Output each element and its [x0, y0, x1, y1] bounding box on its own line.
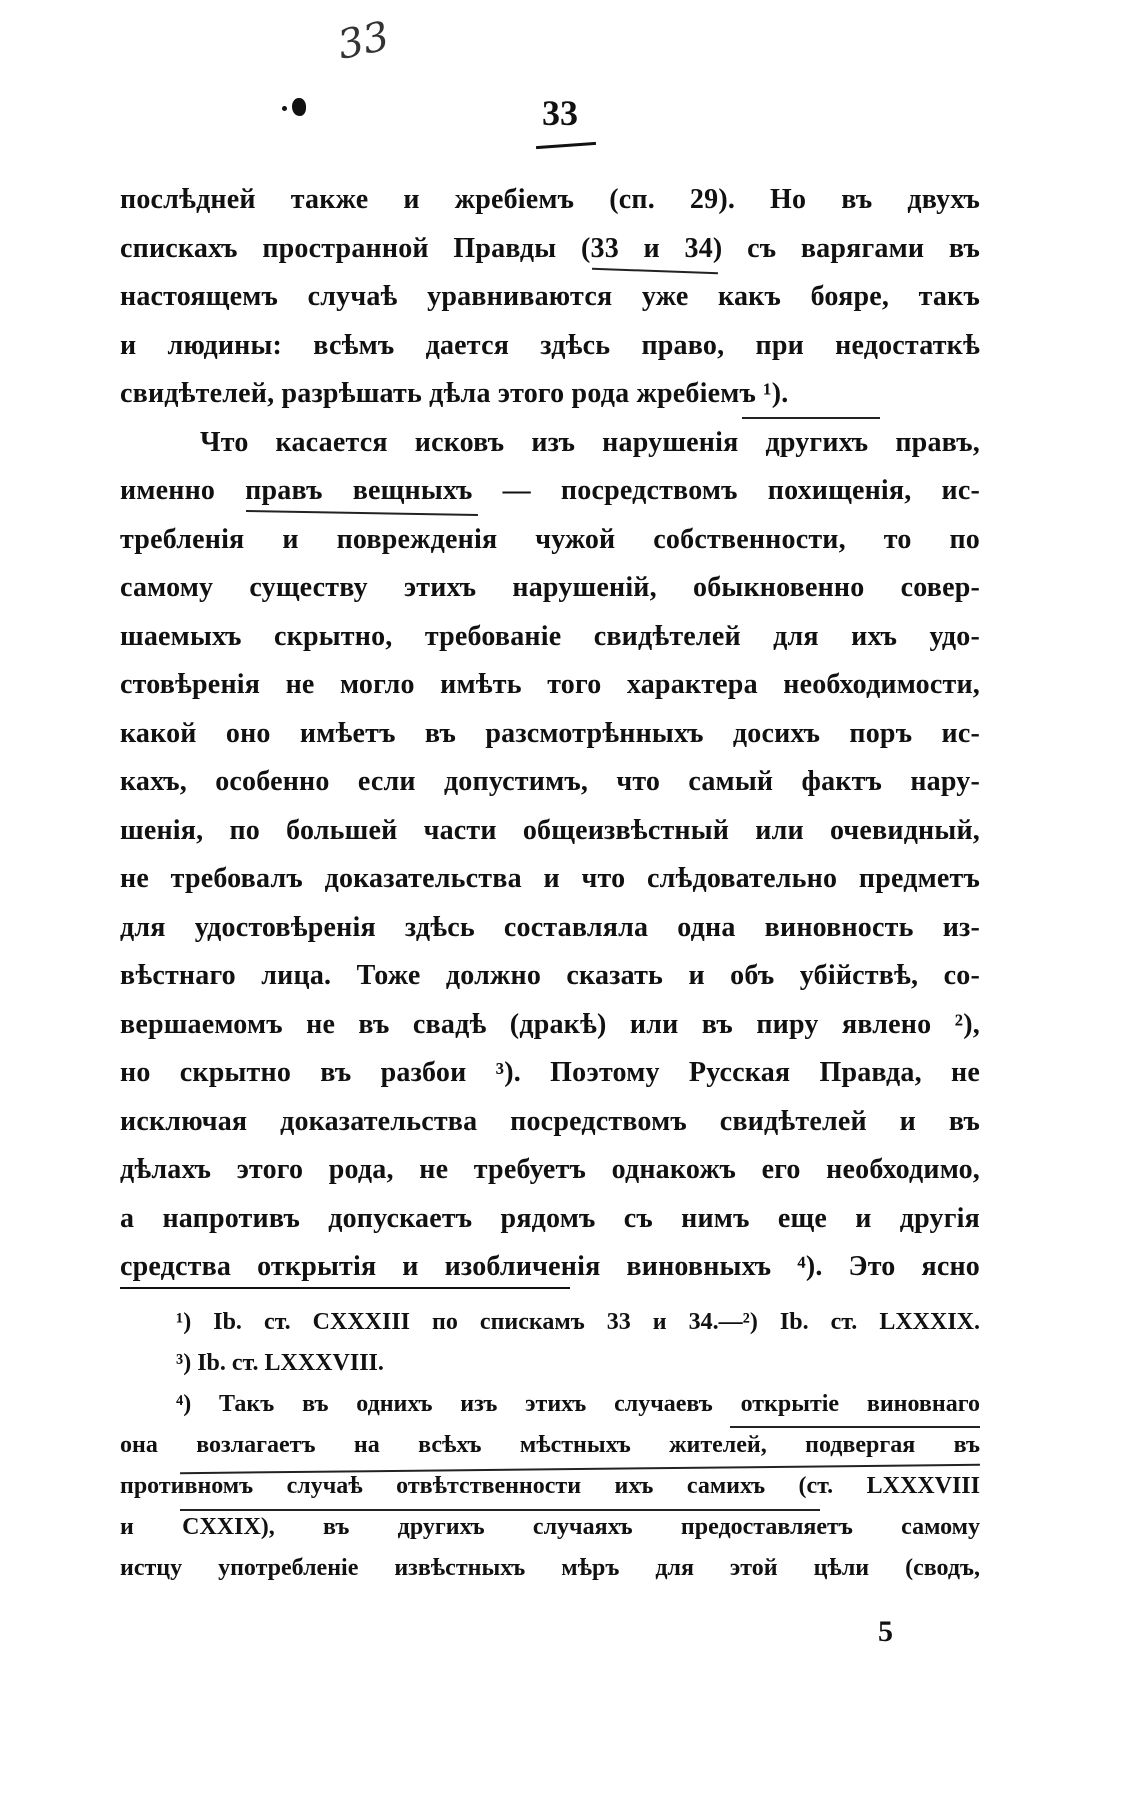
footnote-line: истцу употребленіе извѣстныхъ мѣръ для этой цѣли (сводъ, — [120, 1555, 980, 1581]
text-line: исключая доказательства посредствомъ свидѣтелей и въ — [120, 1105, 980, 1137]
text-line: дѣлахъ этого рода, не требуетъ однакожъ его необходимо, — [120, 1154, 980, 1185]
text-line: но скрытно въ разбои ³). Поэтому Русская Правда, не — [120, 1057, 980, 1088]
pencil-underline — [180, 1509, 820, 1511]
main-text — [120, 176, 980, 1292]
footnote-line: и CXXIX), въ другихъ случаяхъ предоставляетъ самому — [120, 1514, 980, 1540]
paragraph-start-line: Что касается исковъ изъ нарушенія другихъ правъ, — [200, 426, 980, 458]
text-line: шаемыхъ скрытно, требованіе свидѣтелей для ихъ удо- — [120, 620, 980, 652]
pencil-underline — [730, 1426, 980, 1428]
text-line: шенія, по большей части общеизвѣстный или очевидный, — [120, 814, 980, 846]
footnote-separator — [120, 1287, 570, 1289]
handwritten-page-annotation: 33 — [333, 13, 394, 69]
footnotes — [120, 1302, 980, 1589]
footnote-line: она возлагаетъ на всѣхъ мѣстныхъ жителей, подвергая въ — [120, 1432, 980, 1458]
text-line: спискахъ пространной Правды (33 и 34) съ варягами въ — [120, 232, 980, 264]
text-line: настоящемъ случаѣ уравниваются уже какъ бояре, такъ — [120, 281, 980, 312]
page-number: 33 — [542, 93, 578, 133]
footnote-line: ¹) Ib. ст. CXXXIII по спискамъ 33 и 34.—²) Ib. ст. LXXXIX. — [176, 1309, 980, 1335]
text-line: не требовалъ доказательства и что слѣдовательно предметъ — [120, 863, 980, 894]
text-line: самому существу этихъ нарушеній, обыкновенно совер- — [120, 572, 980, 603]
signature-mark: 5 — [878, 1615, 893, 1648]
text-line: и людины: всѣмъ дается здѣсь право, при недостаткѣ — [120, 329, 980, 361]
text-line: средства открытія и изобличенія виновныхъ ⁴). Это ясно — [120, 1251, 980, 1282]
page-number-underline — [536, 142, 596, 149]
footnote-line: противномъ случаѣ отвѣтственности ихъ самихъ (ст. LXXXVIII — [120, 1473, 980, 1499]
text-line: а напротивъ допускаетъ рядомъ съ нимъ еще и другія — [120, 1202, 980, 1234]
text-line: послѣдней также и жребіемъ (сп. 29). Но въ двухъ — [120, 184, 980, 215]
text-line: именно правъ вещныхъ — посредствомъ похищенія, ис- — [120, 475, 980, 506]
text-line: какой оно имѣетъ въ разсмотрѣнныхъ досихъ поръ ис- — [120, 717, 980, 749]
pencil-underline — [742, 417, 880, 419]
text-line: вѣстнаго лица. Тоже должно сказать и объ убійствѣ, со- — [120, 960, 980, 991]
text-line: вершаемомъ не въ свадѣ (дракѣ) или въ пиру явлено ²), — [120, 1008, 980, 1040]
text-line: кахъ, особенно если допустимъ, что самый фактъ нару- — [120, 766, 980, 797]
footnote-line: ³) Ib. ст. LXXXVIII. — [176, 1350, 384, 1376]
text-line: для удостовѣренія здѣсь составляла одна виновность из- — [120, 911, 980, 943]
text-line: стовѣренія не могло имѣть того характера необходимости, — [120, 669, 980, 700]
text-line: требленія и поврежденія чужой собственности, то по — [120, 523, 980, 555]
footnote-line: ⁴) Такъ въ однихъ изъ этихъ случаевъ открытіе виновнаго — [176, 1391, 980, 1417]
text-line: свидѣтелей, разрѣшать дѣла этого рода жребіемъ ¹). — [120, 378, 789, 409]
